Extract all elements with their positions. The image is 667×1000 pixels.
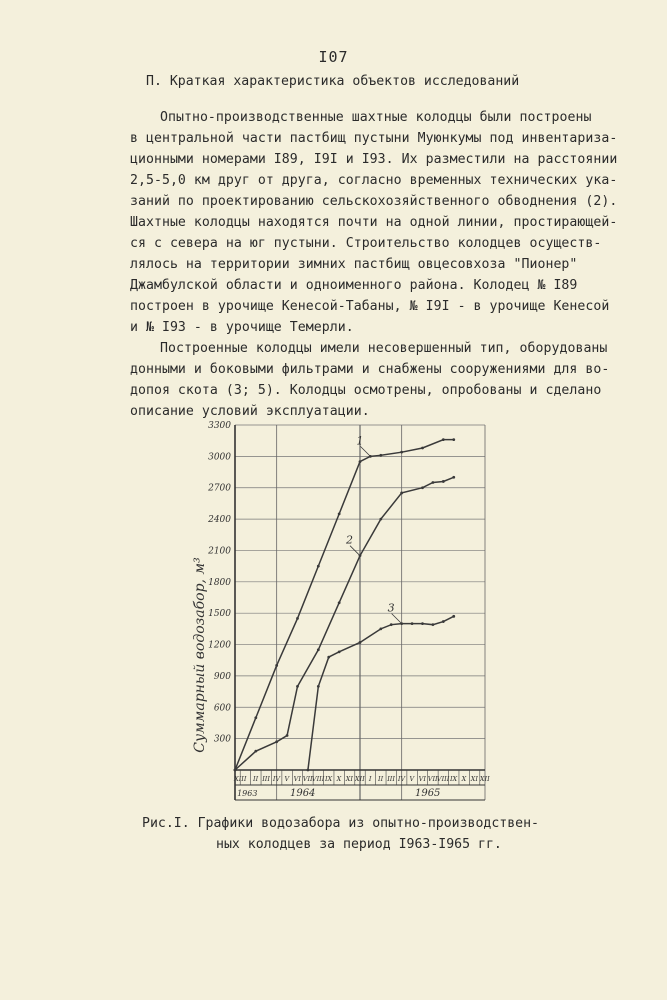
chart-series <box>234 434 456 771</box>
y-tick-label: 300 <box>213 734 231 745</box>
series-label: 1 <box>356 434 364 448</box>
data-point <box>452 438 455 441</box>
month-label: X <box>461 775 467 783</box>
month-label: XII <box>479 775 490 783</box>
data-point <box>442 480 445 483</box>
month-label: VIII <box>436 775 450 783</box>
data-point <box>400 492 403 495</box>
data-point <box>379 454 382 457</box>
data-point <box>421 622 424 625</box>
data-point <box>317 565 320 568</box>
series-line <box>235 440 454 770</box>
y-tick-label: 2400 <box>208 515 231 526</box>
data-point <box>327 656 330 659</box>
month-label: VI <box>293 775 301 783</box>
y-tick-label: 1200 <box>208 640 231 651</box>
water-intake-chart <box>180 410 500 810</box>
data-point <box>286 734 289 737</box>
series-label: 2 <box>346 533 353 547</box>
month-label: VI <box>418 775 426 783</box>
page-number: I07 <box>318 48 349 66</box>
month-label: IX <box>449 775 458 783</box>
month-label: III <box>387 775 395 783</box>
y-tick-label: 2100 <box>208 546 231 557</box>
data-point <box>307 769 310 772</box>
month-label: XI <box>470 775 478 783</box>
series-leader <box>360 446 370 456</box>
data-point <box>432 623 435 626</box>
data-point <box>275 740 278 743</box>
paragraph-line: ся с севера на юг пустыни. Строительство колодцев осуществ- <box>130 236 602 251</box>
y-tick-label: 600 <box>213 703 231 714</box>
paragraph-line: Опытно-производственные шахтные колодцы были построены <box>160 110 592 125</box>
data-point <box>390 623 393 626</box>
paragraph-line: 2,5-5,0 км друг от друга, согласно временных технических ука- <box>130 173 618 188</box>
y-tick-label: 1800 <box>208 577 231 588</box>
paragraph-line: и № I93 - в урочище Темерли. <box>130 320 354 335</box>
data-point <box>452 615 455 618</box>
year-label: 1964 <box>289 788 316 799</box>
month-label: XI <box>345 775 353 783</box>
data-point <box>400 451 403 454</box>
paragraph-line: допоя скота (3; 5). Колодцы осмотрены, опробованы и сделано <box>130 383 602 398</box>
paragraph-line: донными и боковыми фильтрами и снабжены сооружениями для во- <box>130 362 610 377</box>
data-point <box>296 685 299 688</box>
data-point <box>379 518 382 521</box>
month-label: I <box>243 775 247 783</box>
data-point <box>411 622 414 625</box>
figure-caption-line: Рис.I. Графики водозабора из опытно-производствен- <box>142 816 539 831</box>
y-tick-label: 3000 <box>208 452 231 463</box>
month-label: VII <box>302 775 313 783</box>
data-point <box>421 447 424 450</box>
data-point <box>254 716 257 719</box>
data-point <box>379 627 382 630</box>
month-label: IV <box>272 775 281 783</box>
month-label: VII <box>427 775 438 783</box>
data-point <box>275 664 278 667</box>
y-tick-label: 1500 <box>208 609 231 620</box>
series-label: 3 <box>387 601 395 615</box>
month-label: V <box>409 775 415 783</box>
paragraph-line: заний по проектированию сельскохозяйственного обводнения (2). <box>130 194 618 209</box>
paragraph-line: Шахтные колодцы находятся почти на одной линии, простирающей- <box>130 215 618 230</box>
y-axis-label: Суммарный водозабор, м³ <box>192 557 208 753</box>
data-point <box>234 769 237 772</box>
month-label: III <box>262 775 270 783</box>
data-point <box>338 512 341 515</box>
month-label: II <box>378 775 384 783</box>
data-point <box>442 438 445 441</box>
month-label: I <box>368 775 372 783</box>
month-label: IX <box>324 775 333 783</box>
figure-caption-line: ных колодцев за период I963-I965 гг. <box>216 837 502 852</box>
section-heading: П. Краткая характеристика объектов исследований <box>146 74 520 89</box>
y-tick-label: 2700 <box>208 483 231 494</box>
paragraph-line: в центральной части пастбищ пустыни Муюнкумы под инвентаризa- <box>130 131 618 146</box>
data-point <box>338 601 341 604</box>
y-tick-label: 3300 <box>208 421 231 431</box>
year-label: 1963 <box>237 789 258 798</box>
month-label: IV <box>397 775 406 783</box>
paragraph-line: Построенные колодцы имели несовершенный тип, оборудованы <box>160 341 608 356</box>
data-point <box>317 685 320 688</box>
paragraph-line: построен в урочище Кенесой-Табаны, № I9I - в урочище Кенесой <box>130 299 610 314</box>
data-point <box>296 617 299 620</box>
data-point <box>338 650 341 653</box>
data-point <box>359 641 362 644</box>
month-label: XII <box>234 775 244 783</box>
month-label: XII <box>354 775 365 783</box>
month-label: VIII <box>311 775 325 783</box>
year-label: 1965 <box>414 788 441 799</box>
y-tick-label: 900 <box>213 671 231 682</box>
series-line <box>308 616 454 770</box>
y-tick-labels <box>207 421 231 745</box>
paragraph-line: лялось на территории зимних пастбищ овцесовхоза "Пионер" <box>130 257 578 272</box>
paragraph-line: описание условий эксплуатации. <box>130 404 370 419</box>
data-point <box>317 648 320 651</box>
data-point <box>359 460 362 463</box>
data-point <box>432 481 435 484</box>
data-point <box>421 486 424 489</box>
month-label: V <box>284 775 290 783</box>
paragraph-line: ционными номерами I89, I9I и I93. Их разместили на расстоянии <box>130 152 618 167</box>
month-label: X <box>336 775 342 783</box>
data-point <box>442 620 445 623</box>
data-point <box>452 476 455 479</box>
series-leader <box>392 614 402 624</box>
data-point <box>254 750 257 753</box>
month-label: II <box>253 775 259 783</box>
paragraph-line: Джамбулской области и одноименного района. Колодец № I89 <box>130 278 578 293</box>
